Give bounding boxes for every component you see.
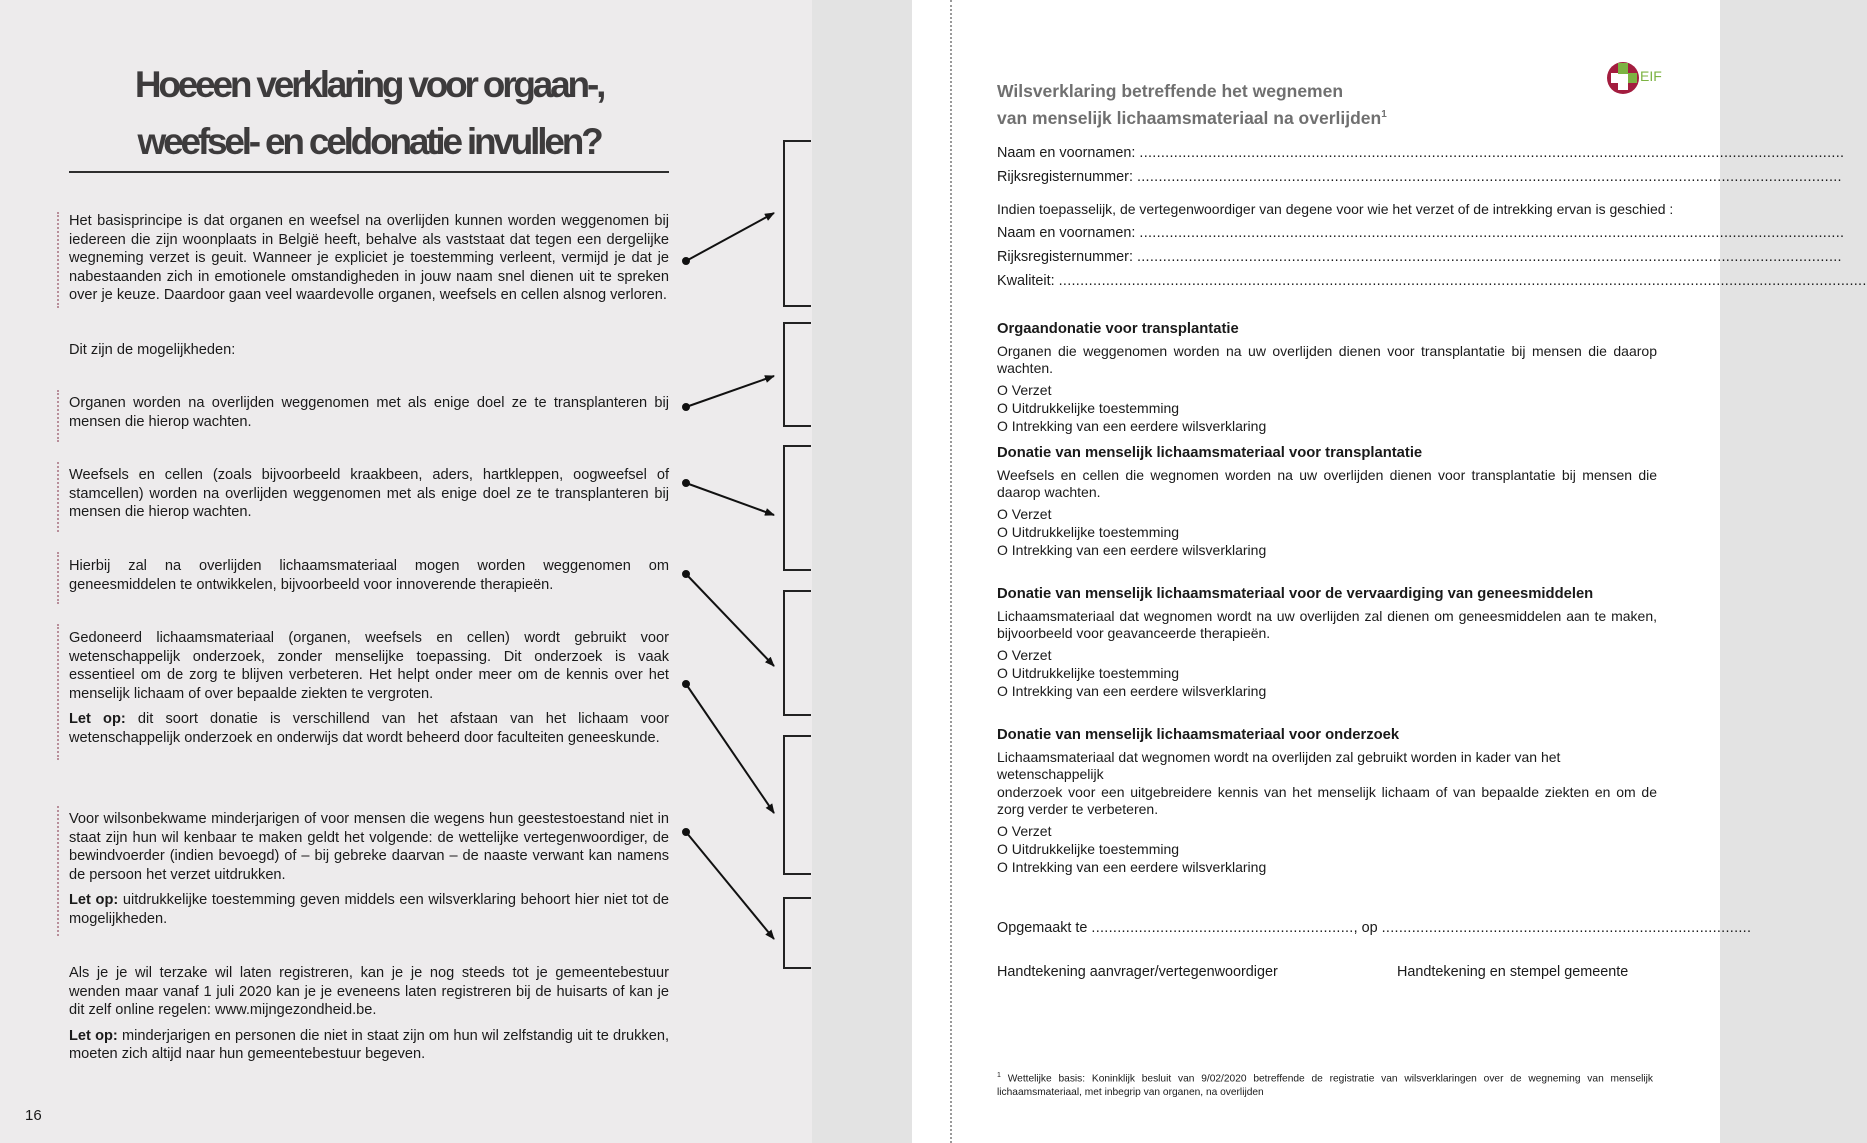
closing-paragraph: Als je je wil terzake wil laten registreren, kan je je nog steeds tot je gemeentebestuur wenden maar vanaf 1 juli 2020 kan je je eveneens laten registreren bij de huisarts of kan je dit zelf online regelen: www.mijngezondheid.be. Let op: minderjarigen en personen die niet in staat zijn om hun wil zelfstandig uit te drukken, moeten zich altijd naar hun gemeentebestuur begeven. (69, 965, 669, 1063)
footnote-ref: 1 (1381, 109, 1387, 120)
national-number-field[interactable]: Rijksregisternummer: .................................................................................................................................................................... (997, 169, 1842, 185)
intro-paragraph: Het basisprincipe is dat organen en weefsel na overlijden kunnen worden weggenomen bij iedereen die zijn woonplaats in België heeft, behalve als vaststaat dat tegen een dergelijke wegneming verzet is geuit. Wanneer je expliciet je toestemming verleent, vermijd je dat je nabestaanden zich in emotionele omstandigheden in jouw naam snel dienen uit te spreken over je keuze. Daardoor gaan veel waardevolle organen, weefsels en cellen alsnog verloren. (69, 213, 669, 304)
form-title: Wilsverklaring betreffende het wegnemen van menselijk lichaamsmateriaal na overlijden$^1$ (997, 81, 1387, 128)
signature-municipality-label: Handtekening en stempel gemeente (1397, 964, 1629, 980)
title-line-1: Hoeeen verklaring voor orgaan-, (134, 64, 604, 105)
paragraph-marker (57, 624, 59, 760)
option-withdrawal[interactable]: O Intrekking van een eerdere wilsverklaring (997, 541, 1267, 558)
name-field[interactable]: Naam en voornamen: .................................................................................................................................................................... (997, 145, 1845, 161)
note-label: Let op: (69, 892, 119, 909)
title-divider (69, 171, 669, 173)
perforation-line (950, 0, 952, 1143)
rep-name-field[interactable]: Naam en voornamen: .................................................................................................................................................................... (997, 225, 1845, 241)
possibilities-heading: Dit zijn de mogelijkheden: (69, 342, 236, 358)
footnote: $^1$ Wettelijke basis: Koninklijk besluit van 9/02/2020 betreffende de registratie van wilsverklaringen over de wegneming van menselijk lichaamsmateriaal, met inbegrip van organen, na overlijden (997, 1072, 1653, 1099)
title-line-2: weefsel- en celdonatie invullen? (137, 121, 601, 162)
option-withdrawal[interactable]: O Intrekking van een eerdere wilsverklaring (997, 417, 1267, 434)
rep-national-number-field[interactable]: Rijksregisternummer: .................................................................................................................................................................... (997, 249, 1842, 265)
paragraph-marker (57, 390, 59, 442)
paragraph-marker (57, 212, 59, 308)
option-incapable: Voor wilsonbekwame minderjarigen of voor mensen die wegens hun geestestoestand niet in staat zijn hun wil kenbaar te maken geldt het volgende: de wettelijke vertegenwoordiger, de bewindvoerder (indien bevoegd) of – bij gebreke daarvan – de naaste verwant kan namens de persoon het verzet uitdrukken. Let op: uitdrukkelijke toestemming geven middels een wilsverklaring behoort hier niet tot de mogelijkheden. (69, 811, 669, 927)
option-consent[interactable]: O Uitdrukkelijke toestemming (997, 664, 1180, 681)
option-tissues: Weefsels en cellen (zoals bijvoorbeeld kraakbeen, aders, hartkleppen, oogweefsel of stamcellen) worden na overlijden weggenomen met als enige doel ze te transplanteren bij mensen die hierop wachten. (69, 467, 669, 521)
option-objection[interactable]: O Verzet (997, 646, 1052, 663)
option-objection[interactable]: O Verzet (997, 505, 1052, 522)
representative-intro: Indien toepasselijk, de vertegenwoordiger van degene voor wie het verzet of de intrekking ervan is geschied : (997, 201, 1674, 217)
red-circle-cross-icon (1606, 60, 1642, 96)
option-consent[interactable]: O Uitdrukkelijke toestemming (997, 523, 1180, 540)
eif-logo (1606, 60, 1670, 96)
option-withdrawal[interactable]: O Intrekking van een eerdere wilsverklaring (997, 682, 1267, 699)
page-gutter (812, 0, 912, 1143)
option-medicines: Hierbij zal na overlijden lichaamsmateriaal mogen worden weggenomen om geneesmiddelen te ontwikkelen, bijvoorbeeld voor innoverende therapieën. (69, 558, 669, 593)
paragraph-marker (57, 552, 59, 604)
signature-applicant-label: Handtekening aanvrager/vertegenwoordiger (997, 964, 1278, 980)
option-organs: Organen worden na overlijden weggenomen met als enige doel ze te transplanteren bij mensen die hierop wachten. (69, 395, 669, 430)
made-at-field[interactable]: Opgemaakt te ............................................................., op ...................................................................................... (997, 920, 1752, 936)
note-label: Let op: (69, 711, 126, 728)
paragraph-marker (57, 806, 59, 936)
option-consent[interactable]: O Uitdrukkelijke toestemming (997, 840, 1180, 857)
section-research-donation: Donatie van menselijk lichaamsmateriaal voor onderzoek Lichaamsmateriaal dat wegnomen wordt na overlijden zal gebruikt worden in kader van het wetenschappelijk onderzoek voor een uitgebreidere kennis van het menselijk lichaam of van bepaalde ziekten en om de zorg verder te verbeteren. O Verzet O Uitdrukkelijke toestemming O Intrekking van een eerdere wilsverklaring (997, 727, 1657, 875)
rep-quality-field[interactable]: Kwaliteit: ............................................................................................................................................................................................ (997, 273, 1867, 289)
option-objection[interactable]: O Verzet (997, 822, 1052, 839)
option-objection[interactable]: O Verzet (997, 381, 1052, 398)
section-medicine-donation: Donatie van menselijk lichaamsmateriaal voor de vervaardiging van geneesmiddelen Lichaamsmateriaal dat wegnomen wordt na uw overlijden zal dienen om geneesmiddelen aan te maken, bijvoorbeeld voor geavanceerde therapieën. O Verzet O Uitdrukkelijke toestemming O Intrekking van een eerdere wilsverklaring (997, 586, 1657, 699)
option-consent[interactable]: O Uitdrukkelijke toestemming (997, 399, 1180, 416)
page-number: 16 (25, 1107, 42, 1124)
note-label: Let op: (69, 1027, 118, 1044)
logo-text: EIF (1640, 68, 1662, 84)
option-withdrawal[interactable]: O Intrekking van een eerdere wilsverklaring (997, 858, 1267, 875)
section-tissue-donation: Donatie van menselijk lichaamsmateriaal voor transplantatie Weefsels en cellen die wegnomen worden na uw overlijden dienen voor transplantatie bij mensen die daarop wachten. O Verzet O Uitdrukkelijke toestemming O Intrekking van een eerdere wilsverklaring (997, 445, 1657, 558)
page-title (69, 56, 669, 170)
section-organ-donation: Orgaandonatie voor transplantatie Organen die weggenomen worden na uw overlijden dienen voor transplantatie bij mensen die daarop wachten. O Verzet O Uitdrukkelijke toestemming O Intrekking van een eerdere wilsverklaring (997, 321, 1657, 434)
option-research: Gedoneerd lichaamsmateriaal (organen, weefsels en cellen) wordt gebruikt voor wetenschappelijk onderzoek, zonder menselijke toepassing. Dit onderzoek is vaak essentieel om de zorg te blijven verbeteren. Het helpt onder meer om de kennis over het menselijk lichaam of over bepaalde ziekten te vergroten. Let op: dit soort donatie is verschillend van het afstaan van het lichaam voor wetenschappelijk onderzoek en onderwijs dat wordt beheerd door faculteiten geneeskunde. (69, 630, 670, 746)
paragraph-marker (57, 462, 59, 532)
